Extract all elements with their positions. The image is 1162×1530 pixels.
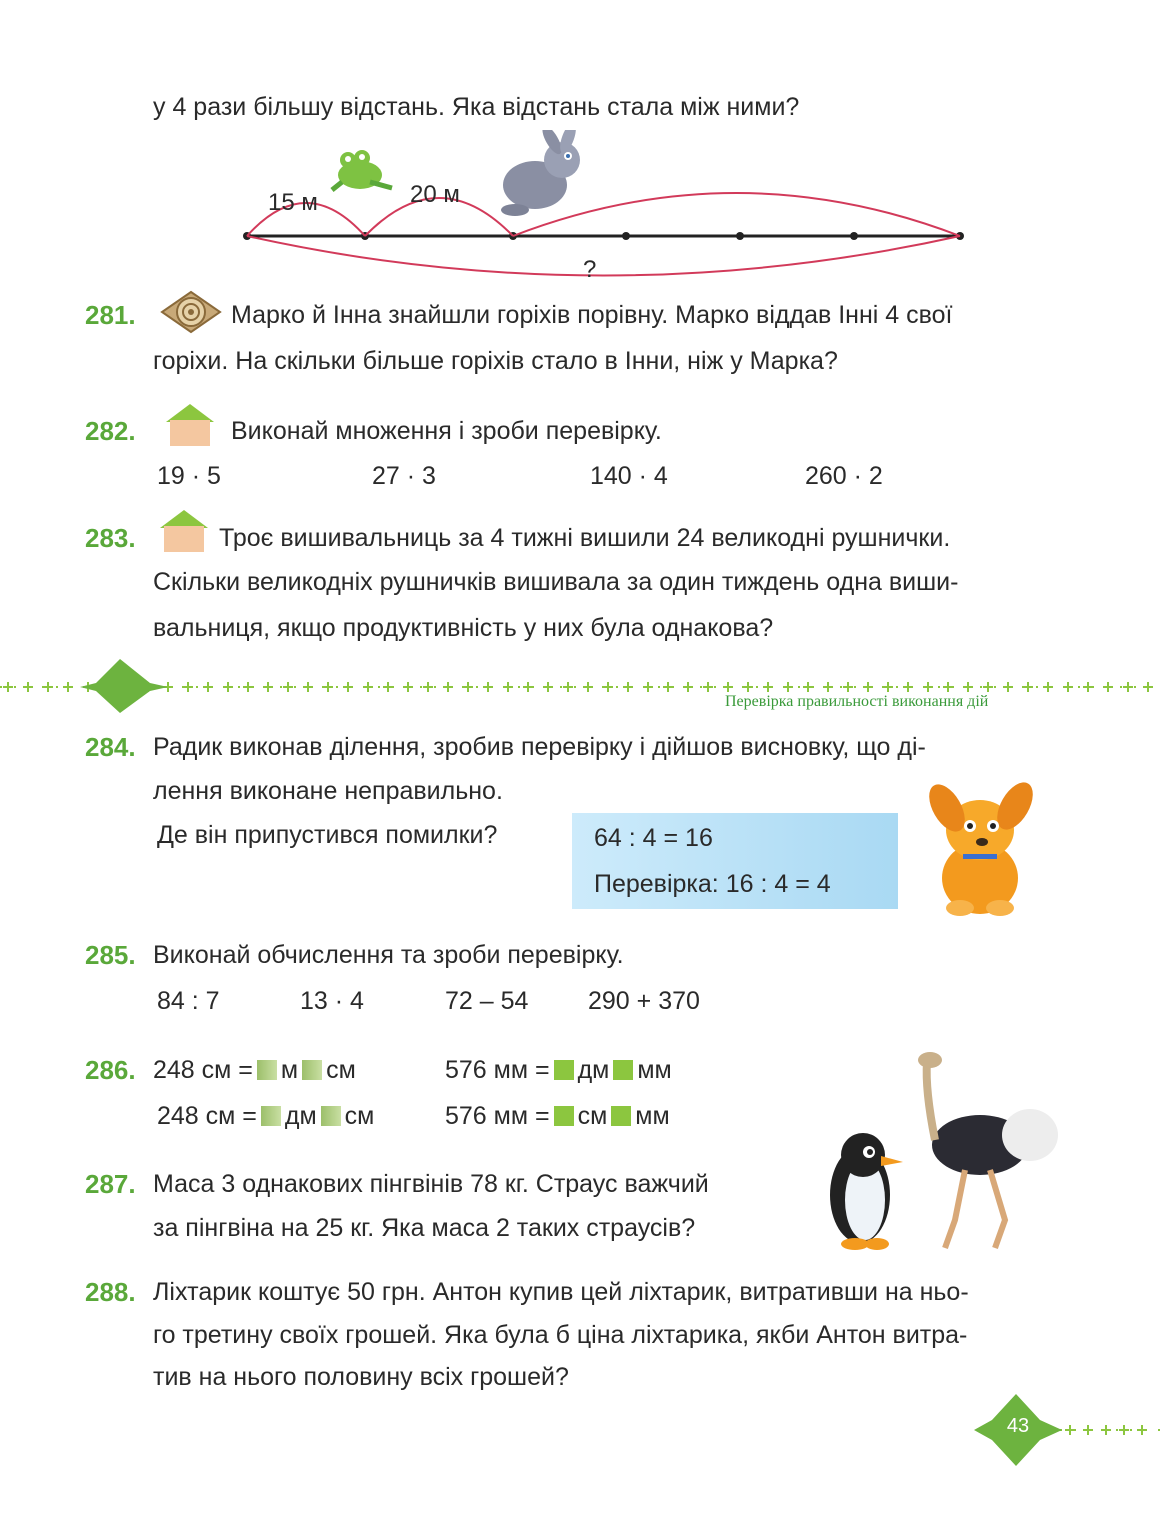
problem-282-expr-4: 260 · 2 (805, 462, 883, 490)
problem-283-line2: Скільки великодніх рушничків вишивала за один тиждень одна виши- (153, 568, 959, 596)
problem-285-expr-1: 84 : 7 (157, 987, 220, 1015)
problem-282-number: 282. (85, 416, 136, 446)
conversion-row2-left (157, 1101, 374, 1131)
penguin-icon (830, 1133, 903, 1250)
conv-text: 248 см = (157, 1102, 257, 1130)
problem-288-line2: го третину своїх грошей. Яка була б ціна ліхтарика, якби Антон витра- (153, 1321, 968, 1349)
problem-287-line1: Маса 3 однакових пінгвінів 78 кг. Страус важчий (153, 1170, 709, 1198)
problem-285-expr-3: 72 – 54 (445, 987, 529, 1015)
solution-box (572, 813, 898, 909)
conversion-row1-right (445, 1055, 672, 1085)
problem-283-number: 283. (85, 523, 136, 553)
conv-text: 248 см = (153, 1056, 253, 1084)
problem-288-number: 288. (85, 1277, 136, 1307)
penguin-ostrich-illustration (805, 1050, 1085, 1255)
problem-281-line2: горіхи. На скільки більше горіхів стало в Інни, ніж у Марка? (153, 347, 838, 375)
ostrich-icon (918, 1052, 1058, 1248)
conv-unit: см (344, 1102, 375, 1130)
problem-284-line1: Радик виконав ділення, зробив перевірку і дійшов висновку, що ді- (153, 733, 926, 761)
problem-283-line1: Троє вишивальниць за 4 тижні вишили 24 великодні рушнички. (219, 524, 951, 552)
problem-285-expr-4: 290 + 370 (588, 987, 700, 1015)
blank-box[interactable] (261, 1106, 281, 1126)
problem-282-expr-1: 19 · 5 (157, 462, 221, 490)
problem-285-line1: Виконай обчислення та зроби перевірку. (153, 941, 624, 969)
label-20m: 20 м (410, 181, 460, 208)
conv-text: 576 мм = (445, 1102, 550, 1130)
label-15m: 15 м (268, 189, 318, 216)
blank-box[interactable] (302, 1060, 322, 1080)
problem-287-line2: за пінгвіна на 25 кг. Яка маса 2 таких страусів? (153, 1214, 696, 1242)
page-number: 43 (1006, 1415, 1030, 1437)
conv-unit: мм (635, 1102, 670, 1130)
blank-box[interactable] (321, 1106, 341, 1126)
conv-unit: дм (284, 1102, 317, 1130)
problem-288-line1: Ліхтарик коштує 50 грн. Антон купив цей ліхтарик, витративши на ньо- (153, 1278, 969, 1306)
problem-281-line1: Марко й Інна знайшли горіхів порівну. Марко віддав Інні 4 свої (231, 301, 953, 329)
problem-284-number: 284. (85, 732, 136, 762)
conv-unit: см (326, 1056, 356, 1084)
intro-line: у 4 рази більшу відстань. Яка відстань стала між ними? (153, 93, 800, 121)
problem-287-number: 287. (85, 1169, 136, 1199)
problem-286-number: 286. (85, 1055, 136, 1085)
conv-unit: см (577, 1102, 608, 1130)
conv-text: 576 мм = (445, 1056, 550, 1084)
section-title: Перевірка правильності виконання дій (725, 693, 989, 710)
problem-282-line1: Виконай множення і зроби перевірку. (231, 417, 662, 445)
problem-285-number: 285. (85, 940, 136, 970)
conversion-row1-left (153, 1055, 356, 1085)
problem-284-line2: лення виконане неправильно. (153, 777, 503, 805)
frog-icon (332, 150, 392, 190)
house-icon (158, 508, 210, 554)
conv-unit: м (280, 1056, 299, 1084)
blank-box[interactable] (554, 1060, 574, 1080)
label-question: ? (583, 256, 597, 283)
distance-diagram (230, 130, 980, 280)
problem-282-expr-2: 27 · 3 (372, 462, 436, 490)
rabbit-icon (501, 130, 580, 216)
conv-unit: дм (577, 1056, 610, 1084)
house-icon (164, 402, 216, 448)
problem-284-line3: Де він припустився помилки? (157, 821, 498, 849)
problem-282-expr-3: 140 · 4 (590, 462, 668, 490)
page-number-badge (970, 1392, 1162, 1468)
conversion-row2-right (445, 1101, 670, 1131)
problem-285-expr-2: 13 · 4 (300, 987, 364, 1015)
blank-box[interactable] (257, 1060, 277, 1080)
dog-icon (925, 778, 1035, 918)
problem-288-line3: тив на нього половину всіх грошей? (153, 1363, 569, 1391)
solution-line2: Перевірка: 16 : 4 = 4 (594, 870, 831, 898)
problem-283-line3: вальниця, якщо продуктивність у них була однакова? (153, 614, 774, 642)
blank-box[interactable] (554, 1106, 574, 1126)
solution-line1: 64 : 4 = 16 (594, 824, 713, 852)
conv-unit: мм (637, 1056, 672, 1084)
blank-box[interactable] (611, 1106, 631, 1126)
target-icon (160, 290, 222, 334)
problem-281-number: 281. (85, 300, 136, 330)
blank-box[interactable] (613, 1060, 633, 1080)
